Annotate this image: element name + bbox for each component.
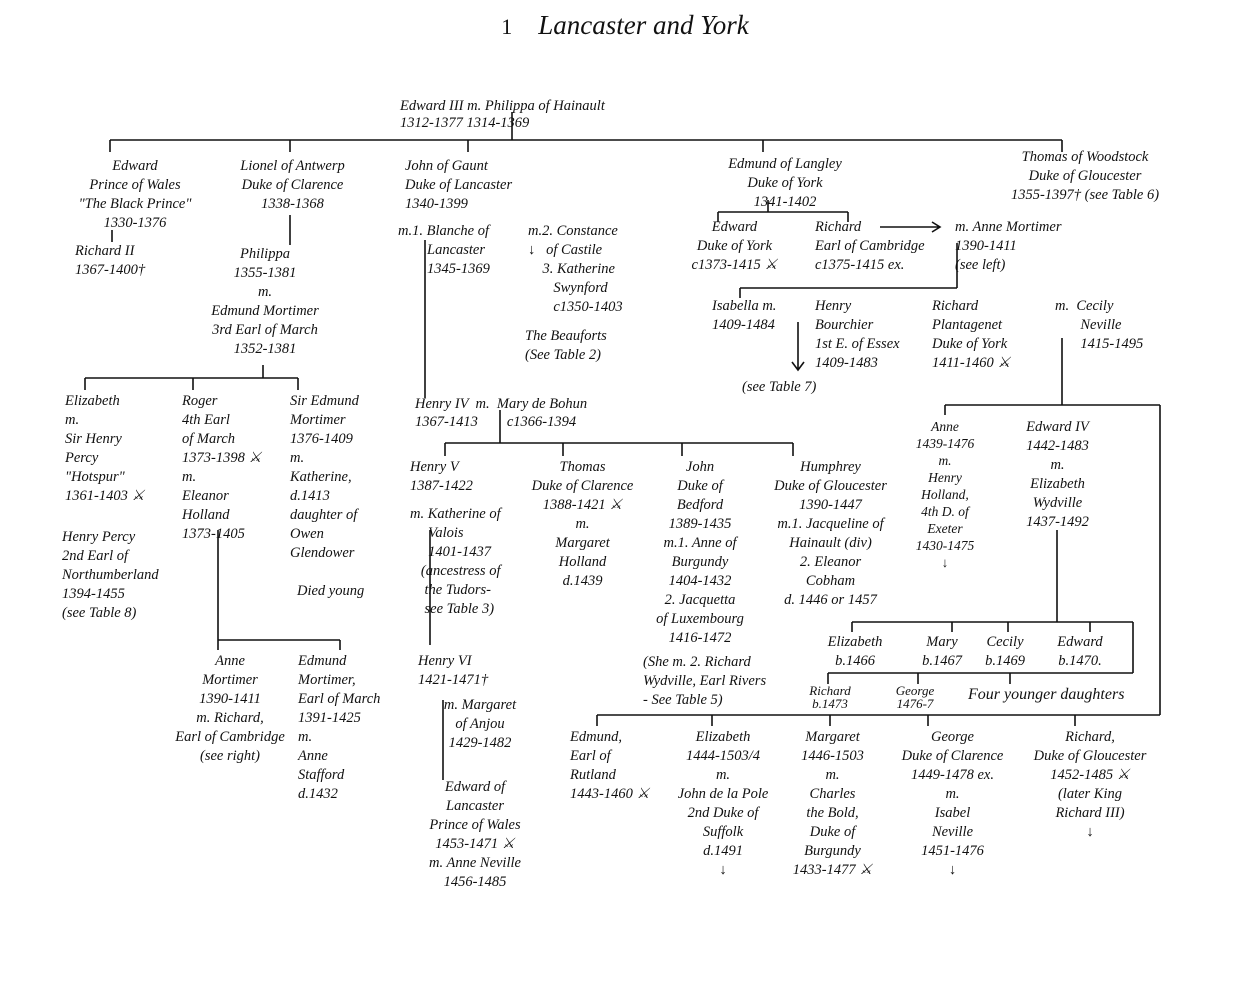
node-margaret-burgundy: Margaret 1446-1503 m. Charles the Bold, Duke of Burgundy 1433-1477 ⚔ [792,729,873,878]
node-four-younger-daughters: Four younger daughters [968,686,1125,703]
node-anne-of-york: Anne 1439-1476 m. Henry Holland, 4th D. of Exeter 1430-1475 ↓ [915,419,975,570]
node-richard-b1473: Richard b.1473 [809,683,851,711]
node-mary-b1467: Mary b.1467 [922,634,962,669]
node-edward-of-lancaster: Edward of Lancaster Prince of Wales 1453-1471 ⚔ m. Anne Neville 1456-1485 [429,779,521,890]
node-edmund-mortimer-earl: Edmund Mortimer, Earl of March 1391-1425 m. Anne Stafford d.1432 [298,653,381,802]
table-title: Lancaster and York [538,10,749,40]
node-cecily-b1469: Cecily b.1469 [985,634,1025,669]
node-thomas-duke-of-clarence: Thomas Duke of Clarence 1388-1421 ⚔ m. Margaret Holland d.1439 [531,459,634,589]
node-jacquetta-note: (She m. 2. Richard Wydville, Earl Rivers - See Table 5) [643,654,767,708]
node-black-prince: Edward Prince of Wales "The Black Prince" 1330-1376 [78,158,192,231]
node-cecily-neville: m. Cecily Neville 1415-1495 [1055,298,1144,352]
node-henry-vi: Henry VI 1421-1471† [418,653,489,688]
node-edward-iii: Edward III m. Philippa of Hainault 1312-1377 1314-1369 [400,98,605,131]
node-richard-plantagenet: Richard Plantagenet Duke of York 1411-1460 ⚔ [932,298,1011,371]
node-edward-duke-of-york: Edward Duke of York c1373-1415 ⚔ [691,219,778,273]
node-john-duke-of-bedford: John Duke of Bedford 1389-1435 m.1. Anne of Burgundy 1404-1432 2. Jacquetta of Luxembourg 1416-1472 [656,459,744,646]
node-edward-iv: Edward IV 1442-1483 m. Elizabeth Wydville 1437-1492 [1026,419,1089,530]
node-sir-edmund-mortimer: Sir Edmund Mortimer 1376-1409 m. Katherine, d.1413 daughter of Owen Glendower [290,393,359,561]
node-elizabeth-suffolk: Elizabeth 1444-1503/4 m. John de la Pole 2nd Duke of Suffolk d.1491 ↓ [677,729,769,878]
node-blanche: m.1. Blanche of Lancaster 1345-1369 [398,223,490,277]
node-henry-percy: Henry Percy 2nd Earl of Northumberland 1394-1455 (see Table 8) [62,529,159,621]
node-henry-iv: Henry IV m. Mary de Bohun 1367-1413 c1366-1394 [415,396,588,430]
node-richard-ii: Richard II 1367-1400† [75,243,146,278]
node-henry-v: Henry V 1387-1422 [410,459,473,494]
node-george-1477: George 1476-7 [895,683,935,711]
node-edward-b1470: Edward b.1470. [1057,634,1103,669]
node-elizabeth-b1466: Elizabeth b.1466 [827,634,883,669]
node-katherine-of-valois: m. Katherine of Valois 1401-1437 (ancestress of the Tudors- see Table 3) [410,506,501,617]
node-richard-duke-of-gloucester: Richard, Duke of Gloucester 1452-1485 ⚔ (later King Richard III) ↓ [1033,729,1147,840]
node-isabella: Isabella m. 1409-1484 [712,298,777,333]
node-constance-katherine: m.2. Constance ↓ of Castile 3. Katherine Swynford c1350-1403 [528,223,623,315]
node-humphrey: Humphrey Duke of Gloucester 1390-1447 m.1. Jacqueline of Hainault (div) 2. Eleanor Cobham d. 1446 or 1457 [774,459,887,608]
node-elizabeth-mortimer: Elizabeth m. Sir Henry Percy "Hotspur" 1361-1403 ⚔ [65,393,145,504]
node-anne-mortimer-right: m. Anne Mortimer 1390-1411 (see left) [955,219,1062,273]
node-roger-mortimer: Roger 4th Earl of March 1373-1398 ⚔ m. Eleanor Holland 1373-1405 [182,393,262,542]
node-lionel: Lionel of Antwerp Duke of Clarence 1338-1368 [240,158,345,212]
node-thomas-of-woodstock: Thomas of Woodstock Duke of Gloucester 1355-1397† (see Table 6) [1010,149,1160,203]
node-margaret-of-anjou: m. Margaret of Anjou 1429-1482 [443,697,517,751]
node-beauforts: The Beauforts (See Table 2) [525,328,607,363]
node-richard-earl-of-cambridge: Richard Earl of Cambridge c1375-1415 ex. [815,219,925,273]
node-see-table-7: (see Table 7) [742,379,817,395]
node-philippa: Philippa 1355-1381 m. Edmund Mortimer 3rd Earl of March 1352-1381 [211,246,319,357]
node-died-young: Died young [297,583,365,599]
node-edmund-earl-of-rutland: Edmund, Earl of Rutland 1443-1460 ⚔ [570,729,650,802]
table-number: 1 [501,14,513,39]
node-edmund-of-langley: Edmund of Langley Duke of York 1341-1402 [728,156,842,210]
node-george-duke-of-clarence: George Duke of Clarence 1449-1478 ex. m. Isabel Neville 1451-1476 ↓ [901,729,1004,878]
node-john-of-gaunt: John of Gaunt Duke of Lancaster 1340-1399 [405,158,513,212]
node-anne-mortimer: Anne Mortimer 1390-1411 m. Richard, Earl of Cambridge (see right) [175,653,285,764]
node-henry-bourchier: Henry Bourchier 1st E. of Essex 1409-1483 [815,298,900,371]
